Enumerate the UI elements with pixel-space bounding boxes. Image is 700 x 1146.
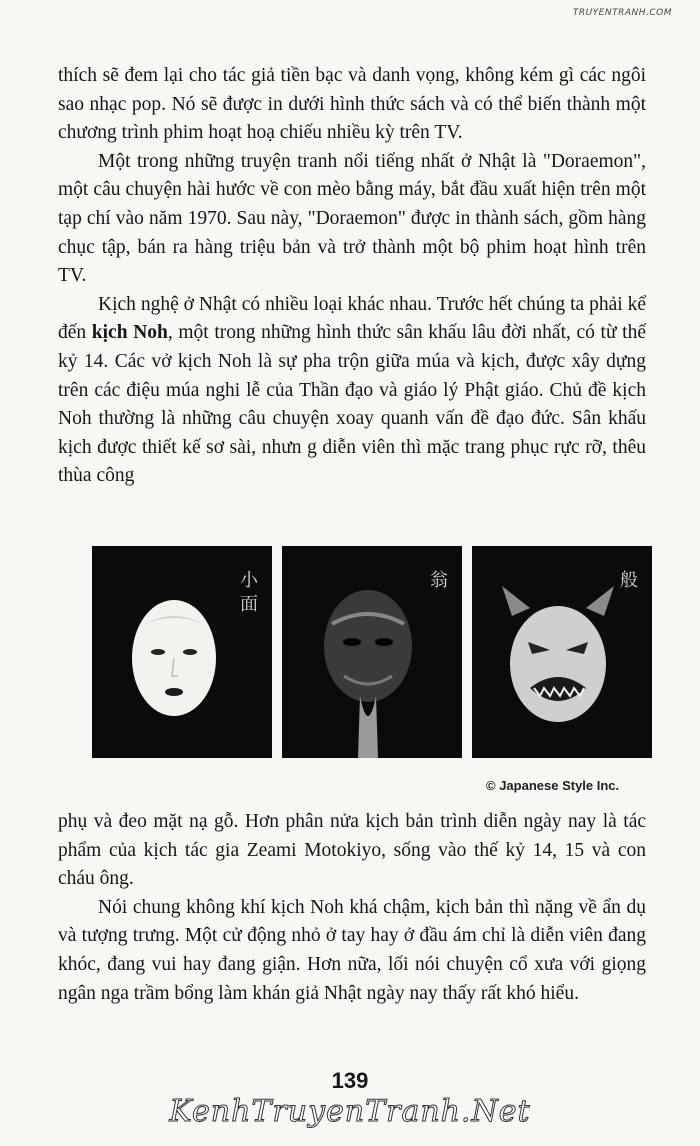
body-text-top (58, 62, 646, 491)
paragraph: thích sẽ đem lại cho tác giả tiền bạc và danh vọng, không kém gì các ngôi sao nhạc pop. Nó sẽ được in dưới hình thức sách và có thể biến thành một chương trình phim hoạt hoạ chiếu nhiều kỳ trên TV. (58, 65, 646, 144)
paragraph: Một trong những truyện tranh nổi tiếng nhất ở Nhật là "Doraemon", một câu chuyện hài hước về con mèo bằng máy, bắt đầu xuất hiện trên một tạp chí vào năm 1970. Sau này, "Doraemon" được in thành sách, gồm hàng chục tập, bán ra hàng triệu bản và trở thành một bộ phim hoạt hình trên TV. (58, 150, 646, 287)
hannya-mask-icon (472, 546, 652, 758)
paragraph: Nói chung không khí kịch Noh khá chậm, kịch bản thì nặng về ẩn dụ và tượng trưng. Một cử động nhỏ ở tay hay ở đầu ám chỉ là diễn viên đang khóc, đang vui hay đang giận. Hơn nữa, lối nói chuyện cổ xưa với giọng ngân nga trầm bổng làm khán giả Nhật ngày nay thấy rất khó hiểu. (58, 896, 646, 1004)
site-watermark: TRUYENTRANH.COM (572, 8, 672, 18)
ko-omote-mask-icon (92, 546, 272, 758)
svg-text:小: 小 (240, 570, 258, 591)
photo-credit: © Japanese Style Inc. (486, 778, 620, 793)
noh-text-before: Kịch nghệ ở Nhật có nhiều loại khác nhau. Trước hết chúng ta phải kể đến (58, 293, 646, 344)
noh-paragraph (58, 291, 646, 491)
body-text-bottom (58, 808, 646, 1008)
noh-mask-figure (92, 538, 652, 778)
svg-text:面: 面 (240, 594, 258, 615)
okina-mask-icon (282, 546, 462, 758)
page-number: 139 (331, 1068, 369, 1093)
svg-text:般: 般 (620, 570, 638, 591)
paragraph: phụ và đeo mặt nạ gỗ. Hơn phân nửa kịch bản trình diễn ngày nay là tác phẩm của kịch tác gia Zeami Motokiyo, sống vào thế kỷ 14, 15 và con cháu ông. (58, 811, 646, 890)
footer-watermark: KenhTruyenTranh.Net (169, 1094, 531, 1129)
noh-term: kịch Noh (91, 322, 168, 344)
svg-text:翁: 翁 (430, 570, 448, 591)
noh-text-after: , một trong những hình thức sân khấu lâu đời nhất, có từ thế kỷ 14. Các vở kịch Noh là sự pha trộn giữa múa và kịch, được xây dựng trên các điệu múa nghi lễ của Thần đạo và giáo lý Phật giáo. Chủ đề kịch Noh thường là những câu chuyện xoay quanh vấn đề đạo đức. Sân khấu kịch được thiết kế sơ sài, nhưn g diễn viên thì mặc trang phục rực rỡ, thêu thùa công (58, 322, 646, 487)
